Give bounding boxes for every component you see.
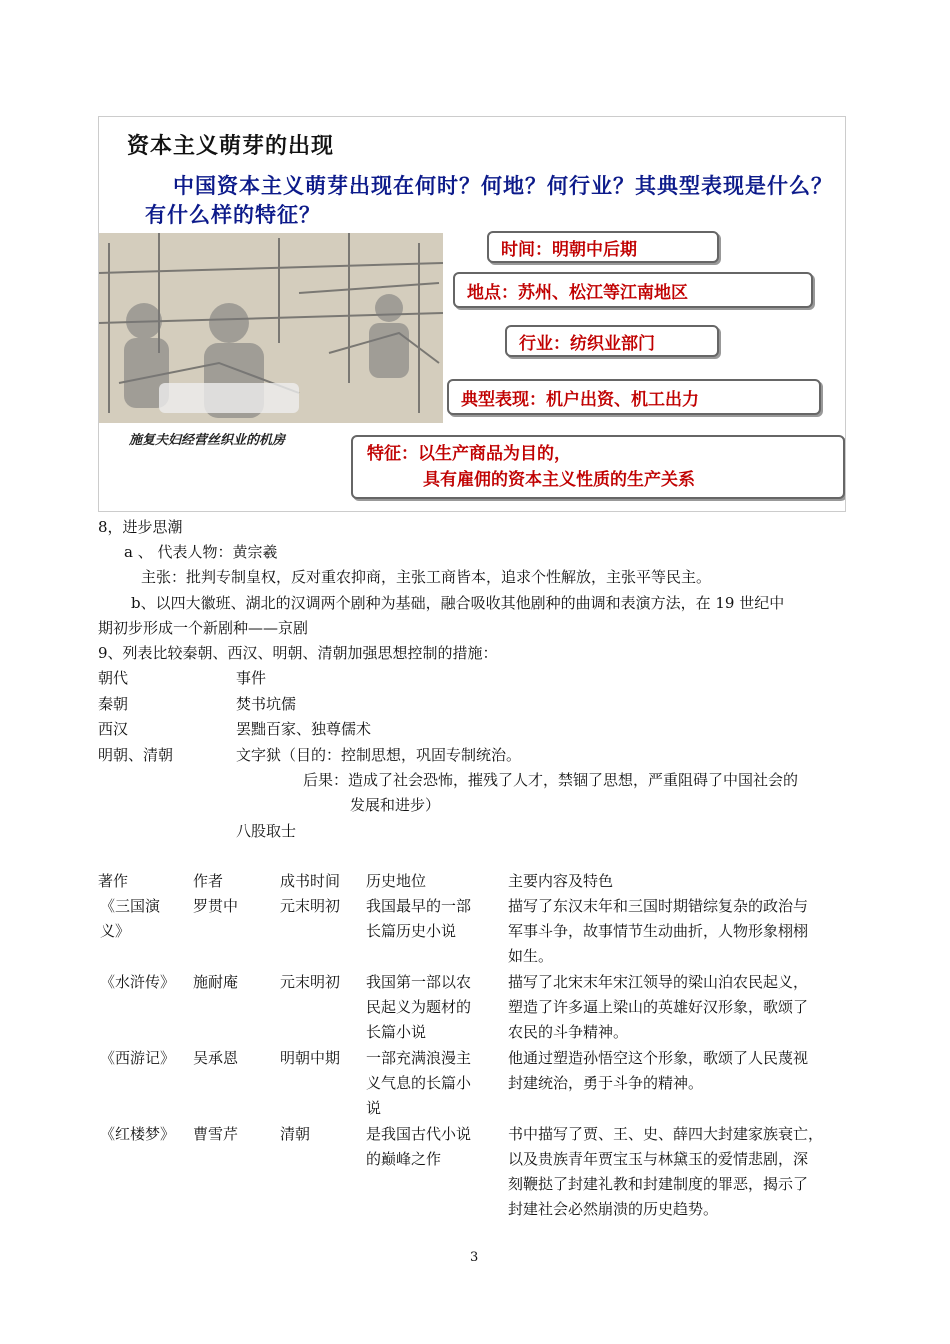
bagu-text: 八股取士 (236, 822, 297, 840)
novels-header-book: 著作 (98, 872, 129, 890)
novel-status: 说 (366, 1099, 382, 1117)
novel-status: 一部充满浪漫主 (366, 1049, 472, 1067)
section-8-a: a 、 代表人物：黄宗羲 (124, 543, 278, 561)
novel-status: 我国第一部以农 (366, 973, 472, 991)
novel-author: 罗贯中 (193, 897, 239, 915)
novel-content: 封建统治，勇于斗争的精神。 (508, 1074, 704, 1092)
section-8-b-line1: b、以四大徽班、湖北的汉调两个剧种为基础，融合吸收其他剧种的曲调和表演方法，在 19 世纪中 (131, 594, 785, 612)
image-caption: 施复夫妇经营丝织业的机房 (129, 433, 286, 448)
novel-author: 吴承恩 (193, 1049, 239, 1067)
page-number: 3 (470, 1250, 479, 1265)
novel-content: 封建社会必然崩溃的历史趋势。 (508, 1200, 719, 1218)
novel-content: 如生。 (508, 947, 554, 965)
feature-line-2: 具有雇佣的资本主义性质的生产关系 (423, 470, 695, 490)
novel-content: 他通过塑造孙悟空这个形象，歌颂了人民蔑视 (508, 1049, 809, 1067)
dynasty-cell: 秦朝 (98, 695, 129, 713)
feature-line-1: 特征：以生产商品为目的， (367, 444, 571, 464)
novel-time: 元末明初 (280, 973, 341, 991)
slide-title: 资本主义萌芽的出现 (127, 134, 335, 159)
novel-status: 民起义为题材的 (366, 998, 472, 1016)
novel-content: 刻鞭挞了封建礼教和封建制度的罪恶，揭示了 (508, 1175, 809, 1193)
novel-status: 义气息的长篇小 (366, 1074, 472, 1092)
novels-header-time: 成书时间 (280, 872, 341, 890)
industry-box: 行业：纺织业部门 (505, 325, 719, 357)
event-cell: 焚书坑儒 (236, 695, 297, 713)
novel-content: 描写了北宋末年宋江领导的梁山泊农民起义， (508, 973, 809, 991)
typical-box: 典型表现：机户出资、机工出力 (447, 379, 821, 415)
novel-book: 《红楼梦》 (100, 1125, 176, 1143)
woodcut-illustration (99, 233, 443, 423)
section-9-heading: 9、列表比较秦朝、西汉、明朝、清朝加强思想控制的措施： (98, 644, 498, 662)
novel-status: 长篇历史小说 (366, 922, 457, 940)
novel-time: 元末明初 (280, 897, 341, 915)
novel-status: 我国最早的一部 (366, 897, 472, 915)
dynasty-cell: 西汉 (98, 720, 129, 738)
col-dynasty: 朝代 (98, 669, 129, 687)
event-cell: 文字狱（目的：控制思想，巩固专制统治。 (236, 746, 522, 764)
novel-book: 《水浒传》 (100, 973, 176, 991)
section-8-a-claim: 主张：批判专制皇权，反对重农抑商，主张工商皆本，追求个性解放，主张平等民主。 (141, 568, 712, 586)
slide-question: 中国资本主义萌芽出现在何时？何地？何行业？其典型表现是什么？有什么样的特征？ (145, 174, 833, 227)
time-box: 时间：明朝中后期 (487, 231, 719, 263)
novel-content: 书中描写了贾、王、史、薛四大封建家族衰亡， (508, 1125, 824, 1143)
novel-content: 农民的斗争精神。 (508, 1023, 629, 1041)
novels-header-content: 主要内容及特色 (508, 872, 614, 890)
place-box: 地点：苏州、松江等江南地区 (453, 272, 813, 308)
novel-status: 是我国古代小说 (366, 1125, 472, 1143)
novel-book: 《西游记》 (100, 1049, 176, 1067)
novel-status: 长篇小说 (366, 1023, 427, 1041)
novel-content: 以及贵族青年贾宝玉与林黛玉的爱情悲剧，深 (508, 1150, 809, 1168)
novels-header-author: 作者 (193, 872, 224, 890)
novel-time: 清朝 (280, 1125, 311, 1143)
novel-content: 描写了东汉末年和三国时期错综复杂的政治与 (508, 897, 809, 915)
novels-header-status: 历史地位 (366, 872, 427, 890)
col-event: 事件 (236, 669, 267, 687)
consequence-line2: 发展和进步） (350, 796, 441, 814)
novel-author: 施耐庵 (193, 973, 239, 991)
event-cell: 罢黜百家、独尊儒术 (236, 720, 372, 738)
novel-time: 明朝中期 (280, 1049, 341, 1067)
feature-box (351, 435, 845, 499)
novel-content: 军事斗争，故事情节生动曲折，人物形象栩栩 (508, 922, 809, 940)
consequence-line1: 后果：造成了社会恐怖，摧残了人才，禁锢了思想，严重阻碍了中国社会的 (303, 771, 799, 789)
novel-status: 的巅峰之作 (366, 1150, 442, 1168)
novel-book: 《三国演 (100, 897, 161, 915)
dynasty-cell: 明朝、清朝 (98, 746, 174, 764)
section-8-heading: 8，进步思潮 (98, 518, 183, 536)
novel-author: 曹雪芹 (193, 1125, 239, 1143)
slide-image (98, 116, 846, 512)
section-8-b-line2: 期初步形成一个新剧种——京剧 (98, 619, 309, 637)
novel-book: 义》 (100, 922, 131, 940)
novel-content: 塑造了许多逼上梁山的英雄好汉形象，歌颂了 (508, 998, 809, 1016)
